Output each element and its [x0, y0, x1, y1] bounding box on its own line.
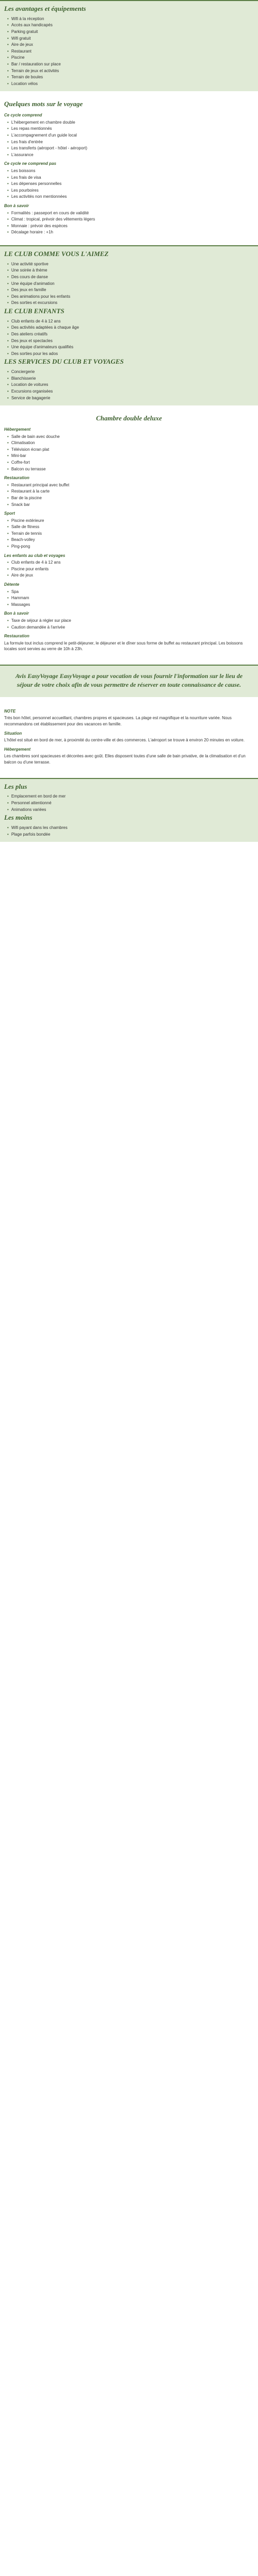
- hebergement-heading: Hébergement: [4, 427, 31, 432]
- list-item: • Les transferts (aéroport - hôtel - aéroport): [7, 145, 254, 151]
- section-promo: [0, 665, 258, 697]
- avis-title: NOTE: [4, 708, 16, 714]
- les-moins-list: [4, 825, 254, 837]
- list-item: • Des sorties et excursions: [7, 300, 254, 306]
- section-quelques-mots: [0, 96, 258, 240]
- les-plus-list: [4, 793, 254, 812]
- list-item: • Restaurant à la carte: [7, 488, 254, 495]
- sport-list: [4, 518, 254, 550]
- bon-a-savoir-heading: Bon à savoir: [4, 611, 29, 616]
- list-item: • Des ateliers créatifs: [7, 331, 254, 337]
- list-item: • Restaurant principal avec buffet: [7, 482, 254, 488]
- list-item: • Beach-volley: [7, 537, 254, 543]
- page: [0, 0, 258, 842]
- list-item: • Une équipe d'animation: [7, 281, 254, 287]
- hebergement-list: [4, 434, 254, 472]
- list-item: • Les frais de visa: [7, 175, 254, 181]
- list-item: • Des jeux en famille: [7, 287, 254, 293]
- room-title: Chambre double deluxe: [96, 414, 162, 422]
- list-item: • Ping-pong: [7, 544, 254, 550]
- list-item: • Des animations pour les enfants: [7, 294, 254, 300]
- list-item: • Des activités adaptées à chaque âge: [7, 325, 254, 331]
- list-item: • Des sorties pour les ados: [7, 351, 254, 357]
- list-item: • Les dépenses personnelles: [7, 181, 254, 187]
- list-item: • Des cours de danse: [7, 274, 254, 280]
- list-item: • Les repas mentionnés: [7, 126, 254, 132]
- list-item: • Parking gratuit: [7, 29, 254, 35]
- hebergement2-text: Les chambres sont spacieuses et décorées avec goût. Elles disposent toutes d'une salle de bain privative, de la climatisation et d'un balcon ou d'une terrasse.: [4, 754, 246, 765]
- list-item: • Salle de bain avec douche: [7, 434, 254, 440]
- list-item: • Balcon ou terrasse: [7, 466, 254, 472]
- bon-list: [4, 210, 254, 235]
- noncomp-list: [4, 168, 254, 200]
- list-item: • Une activité sportive: [7, 261, 254, 267]
- list-item: • Wifi à la réception: [7, 16, 254, 22]
- list-item: • Décalage horaire : +1h: [7, 229, 254, 235]
- list-item: • Les pourboires: [7, 188, 254, 194]
- list-item: • Les activités non mentionnées: [7, 194, 254, 200]
- quelques-mots-title: Quelques mots sur le voyage: [4, 100, 83, 108]
- list-item: • Une équipe d'animateurs qualifiés: [7, 344, 254, 350]
- hebergement2-title: Hébergement: [4, 747, 31, 752]
- list-item: • Restaurant: [7, 48, 254, 55]
- avis-text: Très bon hôtel, personnel accueillant, chambres propres et spacieuses. La plage est magnifique et la nourriture variée. Nous recommandons cet établissement pour des vacances en famille.: [4, 716, 232, 726]
- list-item: • L'accompagnement d'un guide local: [7, 132, 254, 139]
- list-item: • Massages: [7, 602, 254, 608]
- list-item: • Bar / restauration sur place: [7, 61, 254, 67]
- list-item: • Blanchisserie: [7, 376, 254, 382]
- detente-list: [4, 589, 254, 608]
- list-item: • Coffre-fort: [7, 460, 254, 466]
- les-plus-title: Les plus: [4, 782, 27, 790]
- list-item: • Conciergerie: [7, 369, 254, 375]
- list-item: • Aire de jeux: [7, 572, 254, 579]
- list-item: • Mini-bar: [7, 453, 254, 459]
- list-item: • Aire de jeux: [7, 42, 254, 48]
- list-item: • Bar de la piscine: [7, 495, 254, 501]
- enfants-heading: Les enfants au club et voyages: [4, 553, 66, 558]
- bon-title: Bon à savoir: [4, 203, 29, 208]
- section-avis: [0, 702, 258, 773]
- restauration2-heading: Restauration: [4, 634, 29, 639]
- bon-a-savoir-list: [4, 618, 254, 630]
- list-item: • Location vélos: [7, 81, 254, 87]
- list-item: • Piscine: [7, 55, 254, 61]
- list-item: • Animations variées: [7, 807, 254, 813]
- list-item: • Piscine extérieure: [7, 518, 254, 524]
- detente-heading: Détente: [4, 582, 20, 587]
- club-enfants-list: [4, 318, 254, 357]
- list-item: • Des jeux et spectacles: [7, 338, 254, 344]
- list-item: • Caution demandée à l'arrivée: [7, 624, 254, 631]
- list-item: • Wifi payant dans les chambres: [7, 825, 254, 831]
- services-list: [4, 369, 254, 401]
- list-item: • Club enfants de 4 à 12 ans: [7, 560, 254, 566]
- restauration-heading: Restauration: [4, 476, 29, 481]
- section-plus-moins: [0, 778, 258, 842]
- situation-text: L'hôtel est situé en bord de mer, à proximité du centre-ville et des commerces. L'aéroport se trouve à environ 20 minutes en voiture.: [4, 738, 245, 743]
- list-item: • Les boissons: [7, 168, 254, 174]
- list-item: • Service de bagagerie: [7, 395, 254, 401]
- atouts-list: [4, 16, 254, 87]
- list-item: • Terrain de tennis: [7, 531, 254, 537]
- list-item: • Les frais d'entrée: [7, 139, 254, 145]
- club-enfants-title: LE CLUB ENFANTS: [4, 307, 64, 315]
- sport-heading: Sport: [4, 511, 15, 516]
- section-atouts: [0, 0, 258, 91]
- cycle-title: Ce cycle comprend: [4, 113, 42, 118]
- club-title: LE CLUB COMME VOUS L'AIMEZ: [4, 249, 109, 258]
- situation-title: Situation: [4, 731, 22, 736]
- list-item: • Club enfants de 4 à 12 ans: [7, 318, 254, 325]
- list-item: • Wifi gratuit: [7, 36, 254, 42]
- list-item: • Spa: [7, 589, 254, 595]
- list-item: • Salle de fitness: [7, 524, 254, 530]
- les-moins-title: Les moins: [4, 814, 33, 822]
- list-item: • L'assurance: [7, 152, 254, 158]
- club-list: [4, 261, 254, 306]
- list-item: • Piscine pour enfants: [7, 566, 254, 572]
- list-item: • Personnel attentionné: [7, 800, 254, 806]
- list-item: • Terrain de jeux et activités: [7, 68, 254, 74]
- list-item: • Plage parfois bondée: [7, 832, 254, 838]
- section-club: [0, 245, 258, 405]
- cycle-list: [4, 120, 254, 158]
- list-item: • Terrain de boules: [7, 74, 254, 80]
- list-item: • Location de voitures: [7, 382, 254, 388]
- section-details: [0, 411, 258, 659]
- list-item: • L'hébergement en chambre double: [7, 120, 254, 126]
- list-item: • Emplacement en bord de mer: [7, 793, 254, 800]
- services-title: LES SERVICES DU CLUB ET VOYAGES: [4, 358, 124, 366]
- list-item: • Snack bar: [7, 502, 254, 508]
- promo-text: Avis EasyVoyage EasyVoyage a pour vocation de vous fournir l'information sur le lieu de séjour de votre choix afin de vous permettre de réserver en toute connaissance de cause.: [15, 672, 243, 689]
- list-item: • Excursions organisées: [7, 388, 254, 395]
- list-item: • Monnaie : prévoir des espèces: [7, 223, 254, 229]
- atouts-title: Les avantages et équipements: [4, 5, 86, 12]
- list-item: • Accès aux handicapés: [7, 22, 254, 28]
- list-item: • Une soirée à thème: [7, 267, 254, 274]
- noncomp-title: Ce cycle ne comprend pas: [4, 161, 56, 166]
- list-item: • Climat : tropical, prévoir des vêtements légers: [7, 216, 254, 223]
- enfants-list: [4, 560, 254, 579]
- list-item: • Formalités : passeport en cours de validité: [7, 210, 254, 216]
- list-item: • Taxe de séjour à régler sur place: [7, 618, 254, 624]
- restauration2-text: La formule tout inclus comprend le petit-déjeuner, le déjeuner et le dîner sous forme de buffet au restaurant principal. Les boissons locales sont servies au verre de 10h à 23h.: [4, 640, 243, 652]
- list-item: • Climatisation: [7, 440, 254, 446]
- list-item: • Hammam: [7, 595, 254, 601]
- list-item: • Télévision écran plat: [7, 447, 254, 453]
- restauration-list: [4, 482, 254, 507]
